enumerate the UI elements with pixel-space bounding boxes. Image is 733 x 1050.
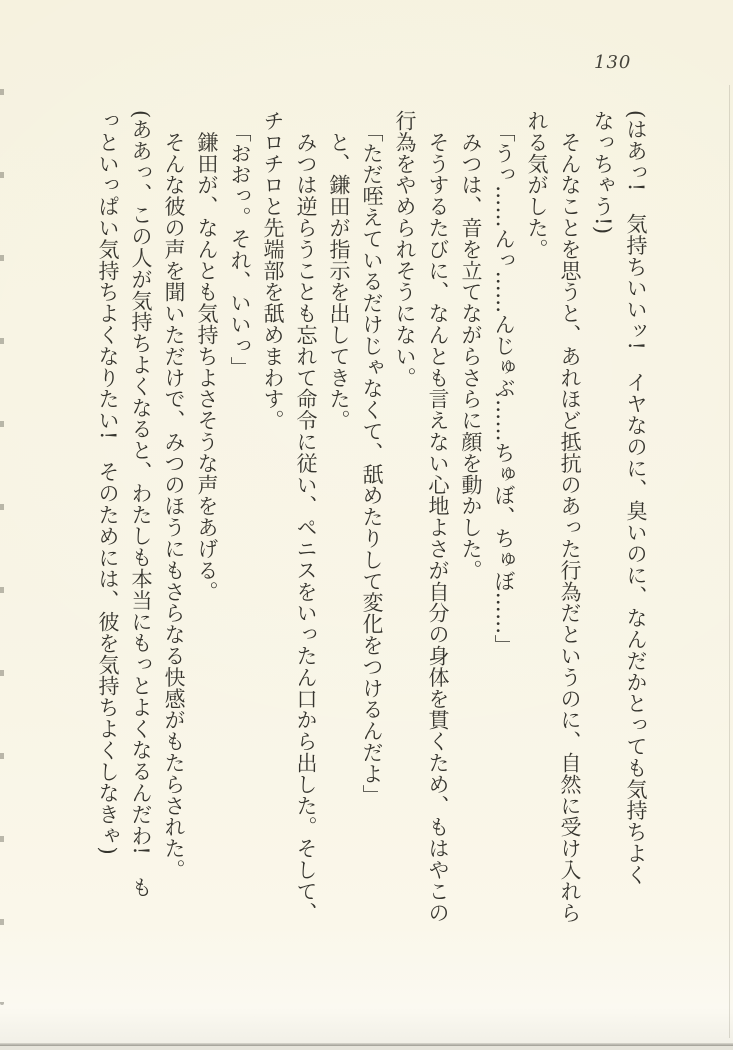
text-line: そんなことを思うと、あれほど抵抗のあった行為だというのに、自然に受け入れら bbox=[558, 110, 582, 924]
text-line: 「おおっ。それ、いいっ」 bbox=[228, 110, 252, 378]
text-line: 「ただ咥えているだけじゃなくて、舐めたりして変化をつけるんだよ」 bbox=[360, 110, 384, 806]
text-line: 鎌田が、なんとも気持ちよさそうな声をあげる。 bbox=[195, 110, 219, 603]
text-line: 「うっ……んっ……んじゅぶ……ちゅぼ、ちゅぼ……」 bbox=[492, 110, 516, 656]
text-line: と、鎌田が指示を出してきた。 bbox=[327, 110, 351, 431]
page-right-edge bbox=[729, 85, 730, 1038]
text-line: (はあっ! 気持ちいいッ! イヤなのに、臭いのに、なんだかとっても気持ちよく bbox=[624, 110, 648, 886]
binding-edge-marks bbox=[0, 12, 4, 1005]
text-line: みつは、音を立てながらさらに顔を動かした。 bbox=[459, 110, 483, 581]
text-line: そんな彼の声を聞いただけで、みつのほうにもさらなる快感がもたらされた。 bbox=[162, 110, 186, 881]
text-line: チロチロと先端部を舐めまわす。 bbox=[261, 110, 285, 431]
text-line: なっちゃう!) bbox=[591, 110, 615, 235]
text-line: (ああっ、この人が気持ちよくなると、わたしも本当にもっとよくなるんだわ! も bbox=[129, 110, 153, 898]
text-line: っといっぱい気持ちよくなりたい! そのためには、彼を気持ちよくしなきゃ) bbox=[96, 110, 120, 856]
text-line: 行為をやめられそうにない。 bbox=[393, 110, 417, 389]
page-bottom-edge bbox=[0, 1046, 733, 1050]
text-line: みつは逆らうことも忘れて命令に従い、ペニスをいったん口から出した。そして、 bbox=[294, 110, 318, 924]
page-number: 130 bbox=[594, 52, 632, 73]
text-line: そうするたびに、なんとも言えない心地よさが自分の身体を貫くため、もはやこの bbox=[426, 110, 450, 924]
text-area bbox=[82, 110, 652, 942]
text-line: れる気がした。 bbox=[525, 110, 549, 260]
